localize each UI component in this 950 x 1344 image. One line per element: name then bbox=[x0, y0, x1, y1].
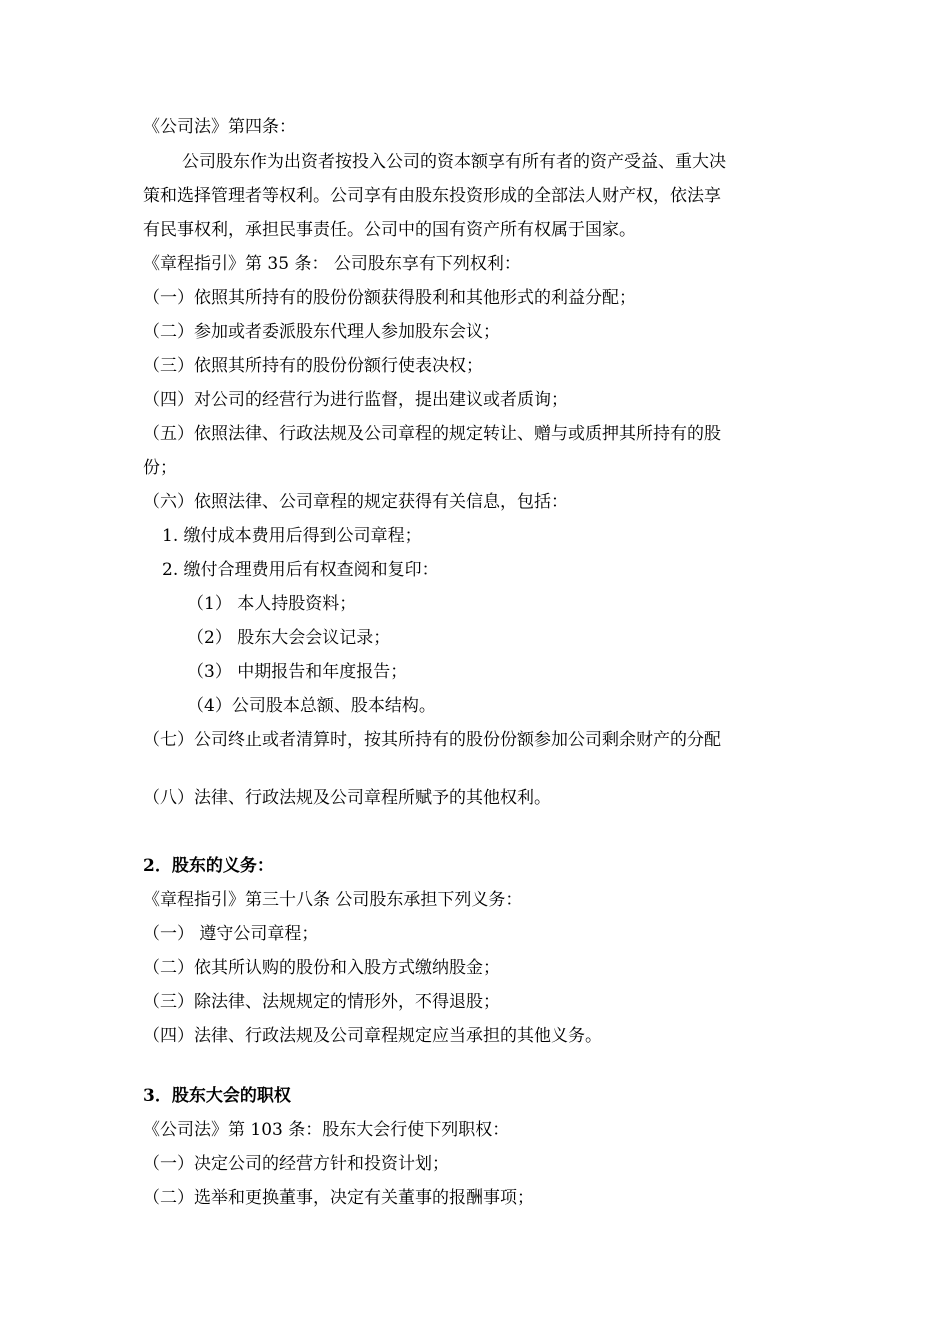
doc-line-obligation-1: （一） 遵守公司章程； bbox=[143, 924, 319, 944]
doc-line-power-2: （二）选举和更换董事，决定有关董事的报酬事项； bbox=[143, 1188, 534, 1208]
doc-line-right-6-item-1: 1. 缴付成本费用后得到公司章程； bbox=[162, 526, 422, 546]
doc-line-guideline-35-heading: 《章程指引》第 35 条： 公司股东享有下列权利： bbox=[143, 254, 521, 274]
doc-line-right-6: （六）依照法律、公司章程的规定获得有关信息，包括： bbox=[143, 492, 568, 512]
section-heading-shareholders-meeting: 3．股东大会的职权 bbox=[143, 1086, 291, 1106]
doc-line-right-6-item-2: 2. 缴付合理费用后有权查阅和复印： bbox=[162, 560, 439, 580]
doc-line-right-6-sub-2: （2） 股东大会会议记录； bbox=[187, 628, 391, 648]
section-heading-obligations: 2．股东的义务： bbox=[143, 856, 274, 876]
doc-line-article-103-heading: 《公司法》第 103 条：股东大会行使下列职权： bbox=[143, 1120, 510, 1140]
doc-line-power-1: （一）决定公司的经营方针和投资计划； bbox=[143, 1154, 449, 1174]
doc-line-article-4-para-1: 公司股东作为出资者按投入公司的资本额享有所有者的资产受益、重大决 bbox=[182, 152, 726, 172]
doc-line-right-3: （三）依照其所持有的股份份额行使表决权； bbox=[143, 356, 483, 376]
doc-line-right-8: （八）法律、行政法规及公司章程所赋予的其他权利。 bbox=[143, 788, 551, 808]
doc-line-article-4-para-3: 有民事权利，承担民事责任。公司中的国有资产所有权属于国家。 bbox=[143, 220, 636, 240]
doc-line-right-2: （二）参加或者委派股东代理人参加股东会议； bbox=[143, 322, 500, 342]
doc-line-obligation-4: （四）法律、行政法规及公司章程规定应当承担的其他义务。 bbox=[143, 1026, 602, 1046]
doc-line-obligation-2: （二）依其所认购的股份和入股方式缴纳股金； bbox=[143, 958, 500, 978]
doc-line-right-1: （一）依照其所持有的股份份额获得股利和其他形式的利益分配； bbox=[143, 288, 636, 308]
doc-line-right-6-sub-3: （3） 中期报告和年度报告； bbox=[187, 662, 408, 682]
doc-line-right-5: （五）依照法律、行政法规及公司章程的规定转让、赠与或质押其所持有的股 bbox=[143, 424, 721, 444]
doc-line-article-4-heading: 《公司法》第四条： bbox=[143, 117, 296, 137]
doc-line-obligation-3: （三）除法律、法规规定的情形外，不得退股； bbox=[143, 992, 500, 1012]
doc-line-article-4-para-2: 策和选择管理者等权利。公司享有由股东投资形成的全部法人财产权，依法享 bbox=[143, 186, 721, 206]
doc-line-right-7: （七）公司终止或者清算时，按其所持有的股份份额参加公司剩余财产的分配 bbox=[143, 730, 721, 750]
doc-line-right-6-sub-4: （4）公司股本总额、股本结构。 bbox=[187, 696, 436, 716]
doc-line-guideline-38-heading: 《章程指引》第三十八条 公司股东承担下列义务： bbox=[143, 890, 523, 910]
doc-line-right-4: （四）对公司的经营行为进行监督，提出建议或者质询； bbox=[143, 390, 568, 410]
doc-line-right-6-sub-1: （1） 本人持股资料； bbox=[187, 594, 357, 614]
doc-line-right-5-cont: 份； bbox=[143, 458, 177, 478]
